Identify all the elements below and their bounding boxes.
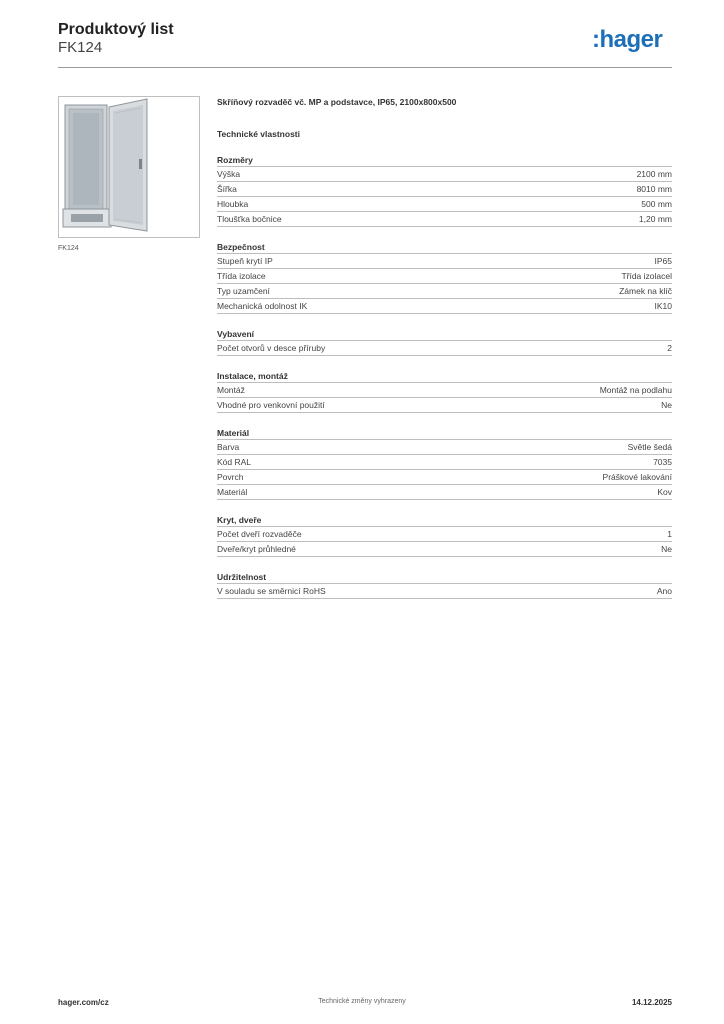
spec-label: Typ uzamčení: [217, 286, 270, 296]
spec-label: Stupeň krytí IP: [217, 256, 273, 266]
cabinet-illustration: [59, 97, 199, 237]
spec-value: Světle šedá: [627, 442, 672, 452]
spec-label: Vhodné pro venkovní použití: [217, 400, 325, 410]
spec-value: 500 mm: [641, 199, 672, 209]
section-installation: [217, 370, 672, 413]
spec-row: [217, 182, 672, 197]
tech-heading: Technické vlastnosti: [217, 129, 300, 139]
spec-row: [217, 284, 672, 299]
spec-value: Práškové lakování: [602, 472, 672, 482]
spec-value: 1,20 mm: [638, 214, 672, 224]
section-dimensions: [217, 154, 672, 227]
spec-row: [217, 584, 672, 599]
product-image: [58, 96, 200, 238]
product-code: FK124: [58, 39, 103, 56]
spec-label: Montáž: [217, 385, 245, 395]
footer-disclaimer: Technické změny vyhrazeny: [318, 998, 406, 1005]
spec-value: 8010 mm: [636, 184, 672, 194]
spec-value: Montáž na podlahu: [599, 385, 672, 395]
spec-label: Povrch: [217, 472, 244, 482]
spec-value: IP65: [654, 256, 672, 266]
spec-row: [217, 197, 672, 212]
spec-row: [217, 212, 672, 227]
section-equipment: [217, 328, 672, 356]
spec-row: [217, 254, 672, 269]
spec-label: Materiál: [217, 487, 248, 497]
page-title: Produktový list: [58, 21, 174, 38]
spec-value: Ano: [656, 586, 672, 596]
section-title: Vybavení: [217, 328, 672, 341]
spec-value: IK10: [654, 301, 672, 311]
section-sustainability: [217, 571, 672, 599]
section-title: Kryt, dveře: [217, 514, 672, 527]
section-title: Bezpečnost: [217, 241, 672, 254]
section-title: Materiál: [217, 427, 672, 440]
spec-row: [217, 299, 672, 314]
spec-label: Hloubka: [217, 199, 249, 209]
section-cover-doors: [217, 514, 672, 557]
footer-date: 14.12.2025: [631, 998, 672, 1007]
section-title: Instalace, montáž: [217, 370, 672, 383]
spec-label: Dveře/kryt průhledné: [217, 544, 296, 554]
spec-row: [217, 542, 672, 557]
spec-row: [217, 269, 672, 284]
spec-row: [217, 527, 672, 542]
section-title: Rozměry: [217, 154, 672, 167]
logo-text: :hager: [592, 26, 663, 53]
spec-row: [217, 455, 672, 470]
spec-value: Třída izolacel: [621, 271, 672, 281]
image-caption: FK124: [58, 245, 79, 252]
section-material: [217, 427, 672, 500]
spec-value: Kov: [657, 487, 672, 497]
spec-label: Počet dveří rozvaděče: [217, 529, 302, 539]
section-safety: [217, 241, 672, 314]
spec-value: 1: [667, 529, 672, 539]
footer-website-link[interactable]: hager.com/cz: [58, 998, 109, 1007]
spec-value: Ne: [661, 400, 672, 410]
spec-label: Tloušťka bočnice: [217, 214, 282, 224]
section-title: Udržitelnost: [217, 571, 672, 584]
spec-value: Zámek na klíč: [619, 286, 672, 296]
spec-label: Počet otvorů v desce příruby: [217, 343, 326, 353]
spec-content: [217, 96, 672, 599]
spec-row: [217, 341, 672, 356]
spec-value: 7035: [653, 457, 672, 467]
spec-label: Mechanická odolnost IK: [217, 301, 308, 311]
spec-row: [217, 398, 672, 413]
spec-row: [217, 440, 672, 455]
spec-row: [217, 167, 672, 182]
spec-row: [217, 485, 672, 500]
spec-value: 2100 mm: [636, 169, 672, 179]
spec-row: [217, 383, 672, 398]
spec-label: Šířka: [217, 184, 237, 194]
spec-value: Ne: [661, 544, 672, 554]
spec-label: Barva: [217, 442, 240, 452]
product-description: Skříňový rozvaděč vč. MP a podstavce, IP65, 2100x800x500: [217, 97, 457, 107]
spec-label: V souladu se směrnicí RoHS: [217, 586, 326, 596]
spec-value: 2: [667, 343, 672, 353]
hager-logo: [592, 28, 662, 52]
spec-label: Třída izolace: [217, 271, 266, 281]
spec-label: Výška: [217, 169, 241, 179]
spec-row: [217, 470, 672, 485]
spec-label: Kód RAL: [217, 457, 252, 467]
header-divider: [58, 67, 672, 68]
